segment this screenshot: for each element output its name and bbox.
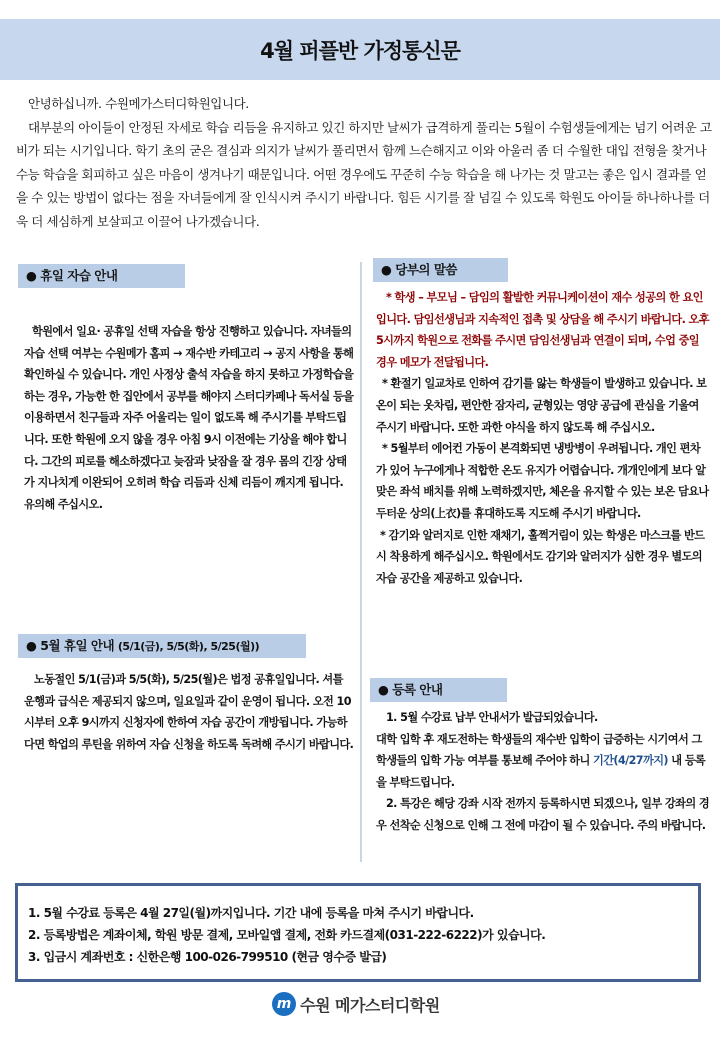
may-holiday-text: 노동절인 5/1(금)과 5/5(화), 5/25(월)은 법정 공휴일입니다. 셔틀 운행과 급식은 제공되지 않으며, 일요일과 같이 운영이 됩니다. 오전 10시부터 오후 9시까지 신청자에 한하여 자습 공간이 개방됩니다. 가능하다면 학업의 루틴을 위하여 자습 신청을 하도록 독려해 주시기 바랍니다.: [24, 673, 354, 751]
registration-item-1-body: [376, 729, 710, 794]
intro: [16, 92, 716, 234]
intro-paragraph: 대부분의 아이들이 안정된 자세로 학습 리듬을 유지하고 있긴 하지만 날씨가 급격하게 풀리는 5월이 수험생들에게는 넘기 어려운 고비가 되는 시기입니다. 학기 초의 굳은 결심과 의지가 날씨가 풀리면서 함께 느슨해지고 이와 아울러 좀 더 수월한 대입 전형을 찾거나 수능 학습을 회피하고 싶은 마음이 생겨나기 때문입니다. 어떤 경우에도 꾸준히 수능 학습을 해 나가는 것 말고는 좋은 입시 결과를 얻을 수 있는 방법이 없다는 점을 자녀들에게 잘 인식시켜 주시기 바랍니다. 힘든 시기를 잘 넘길 수 있도록 학원도 아이들 하나하나를 더욱 더 세심하게 보살피고 이끌어 나가겠습니다.: [16, 119, 712, 229]
holiday-study-text: 학원에서 일요· 공휴일 선택 자습을 항상 진행하고 있습니다. 자녀들의 자습 선택 여부는 수원메가 홈피 → 재수반 카테고리 → 공지 사항을 통해 확인하실 수 있습니다. 개인 사정상 출석 자습을 하지 못하고 가정학습을 하는 경우, 가능한 한 집안에서 공부를 해야지 스터디카페나 독서실 등을 이용하면서 친구들과 자주 어울리는 일이 없도록 해 주시기를 부탁드립니다. 또한 학원에 오지 않을 경우 아침 9시 이전에는 기상을 해야 합니다. 그간의 피로를 해소하겠다고 늦잠과 낮잠을 잘 경우 몸의 긴장 상태가 지나치게 이완되어 오히려 학습 리듬과 신체 리듬이 깨지게 됩니다.: [24, 325, 354, 490]
may-holiday-heading-text: ● 5월 휴일 안내: [26, 638, 115, 653]
notice-line: 2. 등록방법은 계좌이체, 학원 방문 결제, 모바일앱 결제, 전화 카드결제(031-222-6222)가 있습니다.: [28, 928, 546, 942]
requests-body: [376, 287, 710, 589]
column-divider: [360, 262, 362, 862]
registration-item-1-text-b: 내 등록을 부탁드립니다.: [376, 754, 706, 789]
page-title: 4월 퍼플반 가정통신문: [260, 38, 460, 63]
megastudy-logo-icon: m: [272, 992, 296, 1016]
greeting: 안녕하십니까. 수원메가스터디학원입니다.: [28, 96, 249, 111]
registration-item-2: 2. 특강은 해당 강좌 시작 전까지 등록하시면 되겠으나, 일부 강좌의 경우 선착순 신청으로 인해 그 전에 마감이 될 수 있습니다. 주의 바랍니다.: [376, 797, 710, 832]
requests-heading: ● 당부의 말씀: [373, 258, 508, 282]
notice-line: 3. 입금시 계좌번호 : 신한은행 100-026-799510 (현금 영수증 발급): [28, 950, 387, 964]
request-item: * 5월부터 에어컨 가동이 본격화되면 냉방병이 우려됩니다. 개인 편차가 있어 누구에게나 적합한 온도 유지가 어렵습니다. 개개인에게 보다 알맞은 좌석 배치를 위해 노력하겠지만, 체온을 유지할 수 있는 보온 담요나 두터운 상의(上衣)를 휴대하도록 지도해 주시기 바랍니다.: [376, 442, 709, 520]
may-holiday-body: [24, 669, 354, 755]
request-item: * 학생 – 부모님 – 담임의 활발한 커뮤니케이션이 재수 성공의 한 요인입니다. 담임선생님과 지속적인 접촉 및 상담을 해 주시기 바랍니다. 오후 5시까지 학원으로 전화를 주시면 담임선생님과 연결이 되며, 수업 중일 경우 메모가 전달됩니다.: [376, 291, 709, 369]
notice-line: 1. 5월 수강료 등록은 4월 27일(월)까지입니다. 기간 내에 등록을 마쳐 주시기 바랍니다.: [28, 906, 474, 920]
registration-item-1-text-a: 대학 입학 후 재도전하는 학생들의 재수반 입학이 급증하는 시기여서 그 학생들의 입학 가능 여부를 통보해 주어야 하니: [376, 732, 702, 768]
registration-body: [376, 707, 710, 837]
holiday-study-heading: ● 휴일 자습 안내: [18, 264, 185, 288]
may-holiday-heading: [18, 634, 306, 658]
may-holiday-dates: (5/1(금), 5/5(화), 5/25(월)): [117, 640, 260, 653]
title-band: [0, 19, 720, 80]
notice-box: [15, 883, 701, 982]
registration-period: 기간(4/27까지): [593, 754, 668, 768]
academy-logo: [272, 992, 440, 1016]
holiday-study-body: [24, 321, 354, 515]
holiday-study-closing: 유의해 주십시오.: [24, 497, 103, 511]
registration-item-1-title: 1. 5월 수강료 납부 안내서가 발급되었습니다.: [386, 711, 598, 724]
logo-text: 수원 메가스터디학원: [300, 995, 440, 1015]
request-item: * 환절기 일교차로 인하여 감기를 앓는 학생들이 발생하고 있습니다. 보온이 되는 옷차림, 편안한 잠자리, 균형있는 영양 공급에 관심을 기울여 주시기 바랍니다. 또한 과한 야식을 하지 않도록 해 주십시오.: [376, 377, 707, 434]
registration-heading: ● 등록 안내: [370, 678, 507, 702]
request-item: * 감기와 알러지로 인한 재채기, 훌쩍거림이 있는 학생은 마스크를 반드시 착용하게 해주십시오. 학원에서도 감기와 알러지가 심한 경우 별도의 자습 공간을 제공하고 있습니다.: [376, 528, 705, 585]
